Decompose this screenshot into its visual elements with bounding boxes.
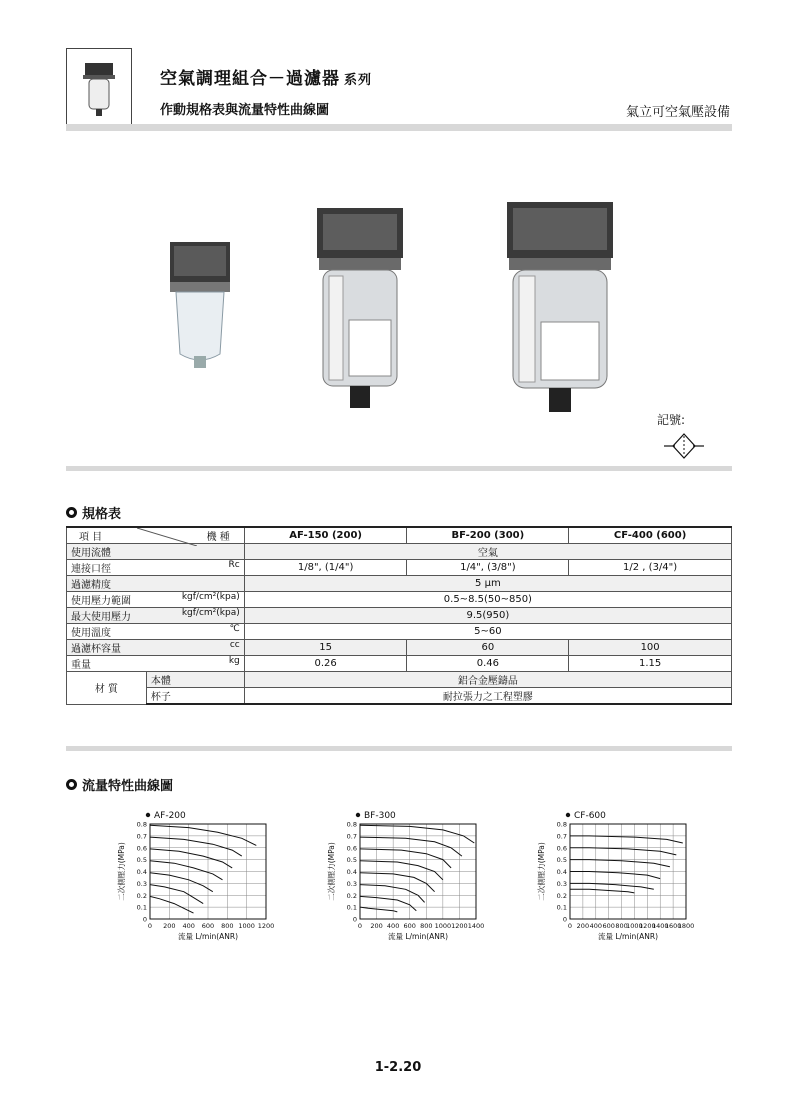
spec-section-title: 規格表	[66, 503, 121, 522]
x-axis-label: 流量 L/min(ANR)	[597, 932, 659, 941]
table-row: 材 質 本體 鋁合金壓鑄品	[67, 672, 732, 688]
corner-diagonal	[137, 528, 197, 546]
x-axis-label: 流量 L/min(ANR)	[387, 932, 449, 941]
page-number: 1-2.20	[374, 1060, 422, 1075]
y-tick-label: 0.7	[346, 832, 357, 841]
page-subtitle: 作動規格表與流量特性曲線圖	[160, 103, 330, 118]
y-tick-label: 0.6	[346, 844, 357, 853]
table-row: 使用壓力範圍 kgf/cm²(kpa) 0.5~8.5(50~850)	[67, 592, 732, 608]
y-tick-label: 0.8	[136, 820, 147, 829]
table-row: 使用溫度 ℃ 5~60	[67, 624, 732, 640]
table-row: 連接口徑 Rc 1/8", (1/4") 1/4", (3/8") 1/2 , (3/4")	[67, 560, 732, 576]
legend-bullet-icon	[146, 813, 150, 817]
series-line	[360, 849, 451, 868]
header-bar	[66, 124, 732, 131]
x-tick-label: 600	[403, 922, 416, 930]
bf-filter-image	[305, 200, 415, 420]
table-corner-cell: 項 目 機 種	[67, 527, 245, 544]
y-axis-label: 二次側壓力(MPa)	[327, 842, 336, 901]
y-tick-label: 0.4	[136, 868, 147, 876]
page-title: 空氣調理組合－過濾器 系列	[160, 69, 373, 89]
cf-600-chart	[528, 808, 728, 948]
x-tick-label: 800	[420, 922, 433, 930]
y-axis-label: 二次側壓力(MPa)	[537, 842, 546, 901]
y-tick-label: 0.5	[556, 856, 567, 865]
y-axis-label: 二次側壓力(MPa)	[117, 842, 126, 901]
y-tick-label: 0	[142, 915, 147, 924]
chart-title: CF-600	[574, 811, 606, 821]
model-header: CF-400 (600)	[569, 527, 732, 544]
x-tick-label: 1200	[639, 922, 656, 930]
series-line	[150, 861, 223, 880]
x-axis-label: 流量 L/min(ANR)	[177, 932, 239, 941]
symbol-label: 記號:	[657, 413, 686, 427]
series-line	[150, 849, 232, 868]
series-line	[570, 872, 660, 879]
y-tick-label: 0.8	[346, 820, 357, 829]
table-row: 過濾精度 5 μm	[67, 576, 732, 592]
af-filter-image	[160, 236, 240, 376]
y-tick-label: 0.1	[346, 903, 357, 912]
series-line	[150, 885, 203, 904]
x-tick-label: 1000	[238, 922, 255, 930]
x-tick-label: 1000	[434, 922, 452, 930]
y-tick-label: 0.8	[556, 820, 567, 829]
table-row: 杯子 耐拉張力之工程塑膠	[67, 688, 732, 705]
y-tick-label: 0.3	[346, 879, 357, 888]
y-tick-label: 0.5	[136, 856, 147, 865]
x-tick-label: 1600	[664, 922, 682, 930]
x-tick-label: 200	[576, 922, 590, 930]
series-line	[360, 825, 474, 843]
y-tick-label: 0.7	[136, 832, 147, 841]
y-tick-label: 0.2	[556, 891, 567, 900]
y-tick-label: 0	[562, 915, 567, 924]
x-tick-label: 400	[589, 922, 602, 930]
y-tick-label: 0	[352, 915, 357, 924]
series-line	[570, 836, 683, 843]
y-tick-label: 0.6	[556, 844, 567, 853]
y-tick-label: 0.1	[556, 903, 567, 912]
series-line	[150, 873, 213, 892]
header-product-thumbnail	[66, 48, 132, 126]
series-line	[360, 837, 462, 856]
y-tick-label: 0.4	[346, 868, 357, 876]
series-line	[360, 861, 443, 880]
x-tick-label: 1400	[651, 922, 669, 930]
x-tick-label: 0	[567, 922, 573, 930]
y-tick-label: 0.7	[556, 832, 567, 841]
y-tick-label: 0.2	[136, 891, 147, 900]
series-line	[570, 860, 670, 867]
x-tick-label: 1800	[677, 922, 695, 930]
table-row: 過濾杯容量 cc 15 60 100	[67, 640, 732, 656]
cf-filter-image	[495, 196, 625, 420]
section-divider	[66, 746, 732, 751]
y-tick-label: 0.3	[136, 879, 147, 888]
legend-bullet-icon	[566, 813, 570, 817]
y-tick-label: 0.6	[136, 844, 147, 853]
series-line	[150, 837, 242, 856]
chart-title: BF-300	[364, 811, 396, 821]
x-tick-label: 1000	[626, 922, 643, 930]
x-tick-label: 0	[147, 922, 153, 930]
y-tick-label: 0.1	[136, 903, 147, 912]
legend-bullet-icon	[356, 813, 360, 817]
table-header-row	[67, 527, 732, 544]
x-tick-label: 200	[370, 922, 383, 930]
table-row: 使用流體 空氣	[67, 544, 732, 560]
flow-section-title: 流量特性曲線圖	[66, 775, 173, 794]
series-line	[150, 896, 194, 913]
bullet-icon	[66, 779, 77, 790]
x-tick-label: 800	[221, 922, 234, 930]
bullet-icon	[66, 507, 77, 518]
series-line	[360, 907, 397, 912]
x-tick-label: 0	[357, 922, 363, 930]
section-divider	[66, 466, 732, 471]
y-tick-label: 0.3	[556, 879, 567, 888]
x-tick-label: 1200	[451, 922, 468, 930]
y-tick-label: 0.5	[346, 856, 357, 865]
x-tick-label: 600	[201, 922, 215, 930]
filter-thumbnail-icon	[67, 49, 131, 125]
af-200-chart	[108, 808, 308, 948]
x-tick-label: 800	[615, 922, 628, 930]
x-tick-label: 600	[602, 922, 615, 930]
x-tick-label: 400	[182, 922, 195, 930]
spec-table	[66, 526, 732, 705]
chart-title: AF-200	[154, 811, 186, 821]
series-line	[360, 873, 435, 892]
y-tick-label: 0.2	[346, 891, 357, 900]
x-tick-label: 400	[386, 922, 400, 930]
company-tag: 氣立可空氣壓設備	[625, 105, 730, 120]
model-header: AF-150 (200)	[244, 527, 407, 544]
x-tick-label: 200	[163, 922, 176, 930]
table-row: 最大使用壓力 kgf/cm²(kpa) 9.5(950)	[67, 608, 732, 624]
x-tick-label: 1200	[257, 922, 275, 930]
bf-300-chart	[318, 808, 518, 948]
y-tick-label: 0.4	[556, 868, 567, 876]
x-tick-label: 1400	[467, 922, 485, 930]
series-line	[570, 883, 654, 889]
table-row: 重量 kg 0.26 0.46 1.15	[67, 656, 732, 672]
filter-symbol-icon	[664, 432, 704, 460]
series-line	[570, 889, 634, 893]
model-header: BF-200 (300)	[407, 527, 569, 544]
